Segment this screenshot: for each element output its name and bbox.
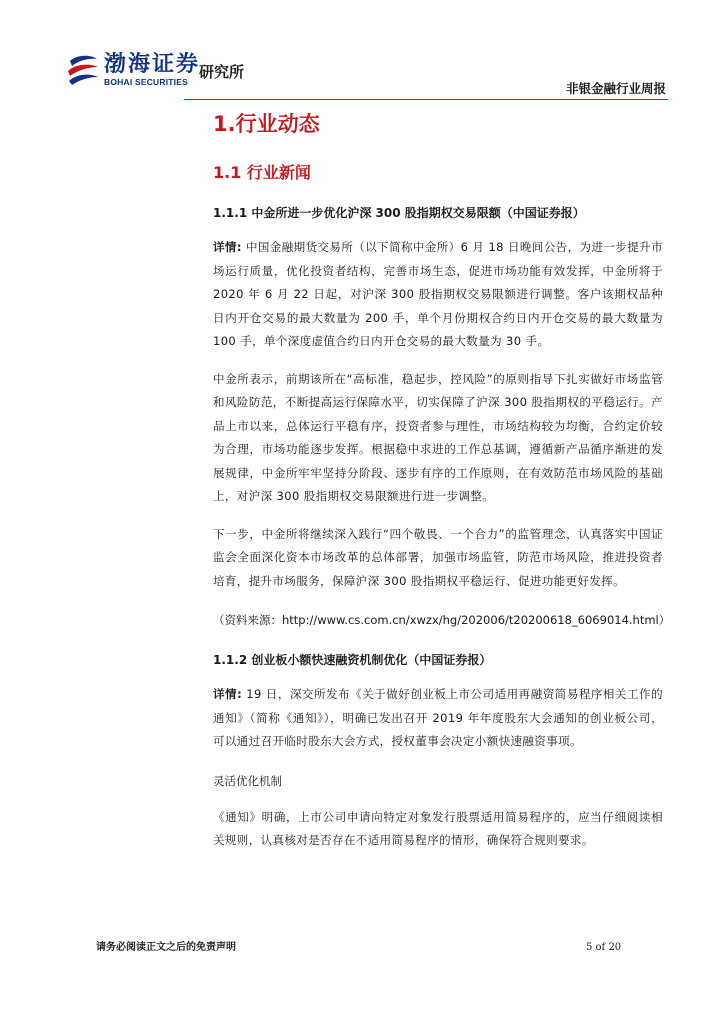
bohai-logo-icon — [66, 52, 100, 86]
body-paragraph: 《通知》明确，上市公司申请向特定对象发行股票适用简易程序的，应当仔细阅读相关规则，认真核对是否存在不适用简易程序的情形，确保符合规则要求。 — [213, 809, 663, 847]
footer-disclaimer: 请务必阅读正文之后的免责声明 — [96, 942, 236, 953]
subsection-heading: 1.1 行业新闻 — [213, 163, 311, 182]
detail-text: 中国金融期货交易所（以下简称中金所）6 月 18 日晚间公告，为进一步提升市场运行质量，优化投资者结构，完善市场生态，促进市场功能有效发挥，中金所将于 2020 年 6 月 22 日起，对沪深 300 股指期权交易限额进行调整。客户该期权品种日内开仓交易的最大数量为 200 手，单个月份期权合约日内开仓交易的最大数量为 100 手，单个深度虚值合约日内开仓交易的最大数量为 30 手。 — [213, 240, 663, 348]
news-item-detail — [213, 683, 663, 754]
detail-label: 详情: — [213, 240, 242, 254]
logo-english-name: BOHAI SECURITIES — [104, 77, 188, 87]
source-citation: （资料来源：http://www.cs.com.cn/xwzx/hg/202006/t20200618_6069014.html） — [213, 613, 671, 627]
body-paragraph: 中金所表示，前期该所在“高标准，稳起步，控风险”的原则指导下扎实做好市场监管和风险防范，不断提高运行保障水平，切实保障了沪深 300 股指期权的平稳运行。产品上市以来，总体运行平稳有序，投资者参与理性，市场结构较为均衡，合约定价较为合理，市场功能逐步发挥。根据稳中求进的工作总基调，遵循新产品循序渐进的发展规律，中金所牢牢坚持分阶段、逐步有序的工作原则，在有效防范市场风险的基础上，对沪深 300 股指期权交易限额进行进一步调整。 — [213, 371, 663, 503]
detail-text: 19 日，深交所发布《关于做好创业板上市公司适用再融资简易程序相关工作的通知》（简称《通知》），明确已发出召开 2019 年年度股东大会通知的创业板公司，可以通过召开临时股东大会方式，授权董事会决定小额快速融资事项。 — [213, 687, 663, 748]
logo-institute-label: 研究所 — [199, 63, 245, 81]
news-item-title: 1.1.2 创业板小额快速融资机制优化（中国证券报） — [213, 653, 492, 667]
body-paragraph: 下一步，中金所将继续深入践行“四个敬畏、一个合力”的监管理念，认真落实中国证监会全面深化资本市场改革的总体部署，加强市场监管，防范市场风险，推进投资者培育，提升市场服务，保障沪深 300 股指期权平稳运行、促进功能更好发挥。 — [213, 526, 663, 588]
news-item-title: 1.1.1 中金所进一步优化沪深 300 股指期权交易限额（中国证券报） — [213, 206, 585, 220]
report-title: 非银金融行业周报 — [565, 81, 666, 96]
header-divider — [184, 99, 668, 100]
detail-label: 详情: — [213, 687, 243, 701]
paragraph-subheading: 灵活优化机制 — [213, 773, 282, 788]
main-content — [213, 108, 671, 853]
section-heading: 1.行业动态 — [213, 112, 320, 136]
logo-chinese-name: 渤海证券 — [104, 51, 201, 77]
page-number: 5 of 20 — [586, 942, 622, 953]
page-header — [0, 0, 724, 100]
news-item-detail — [213, 236, 663, 354]
